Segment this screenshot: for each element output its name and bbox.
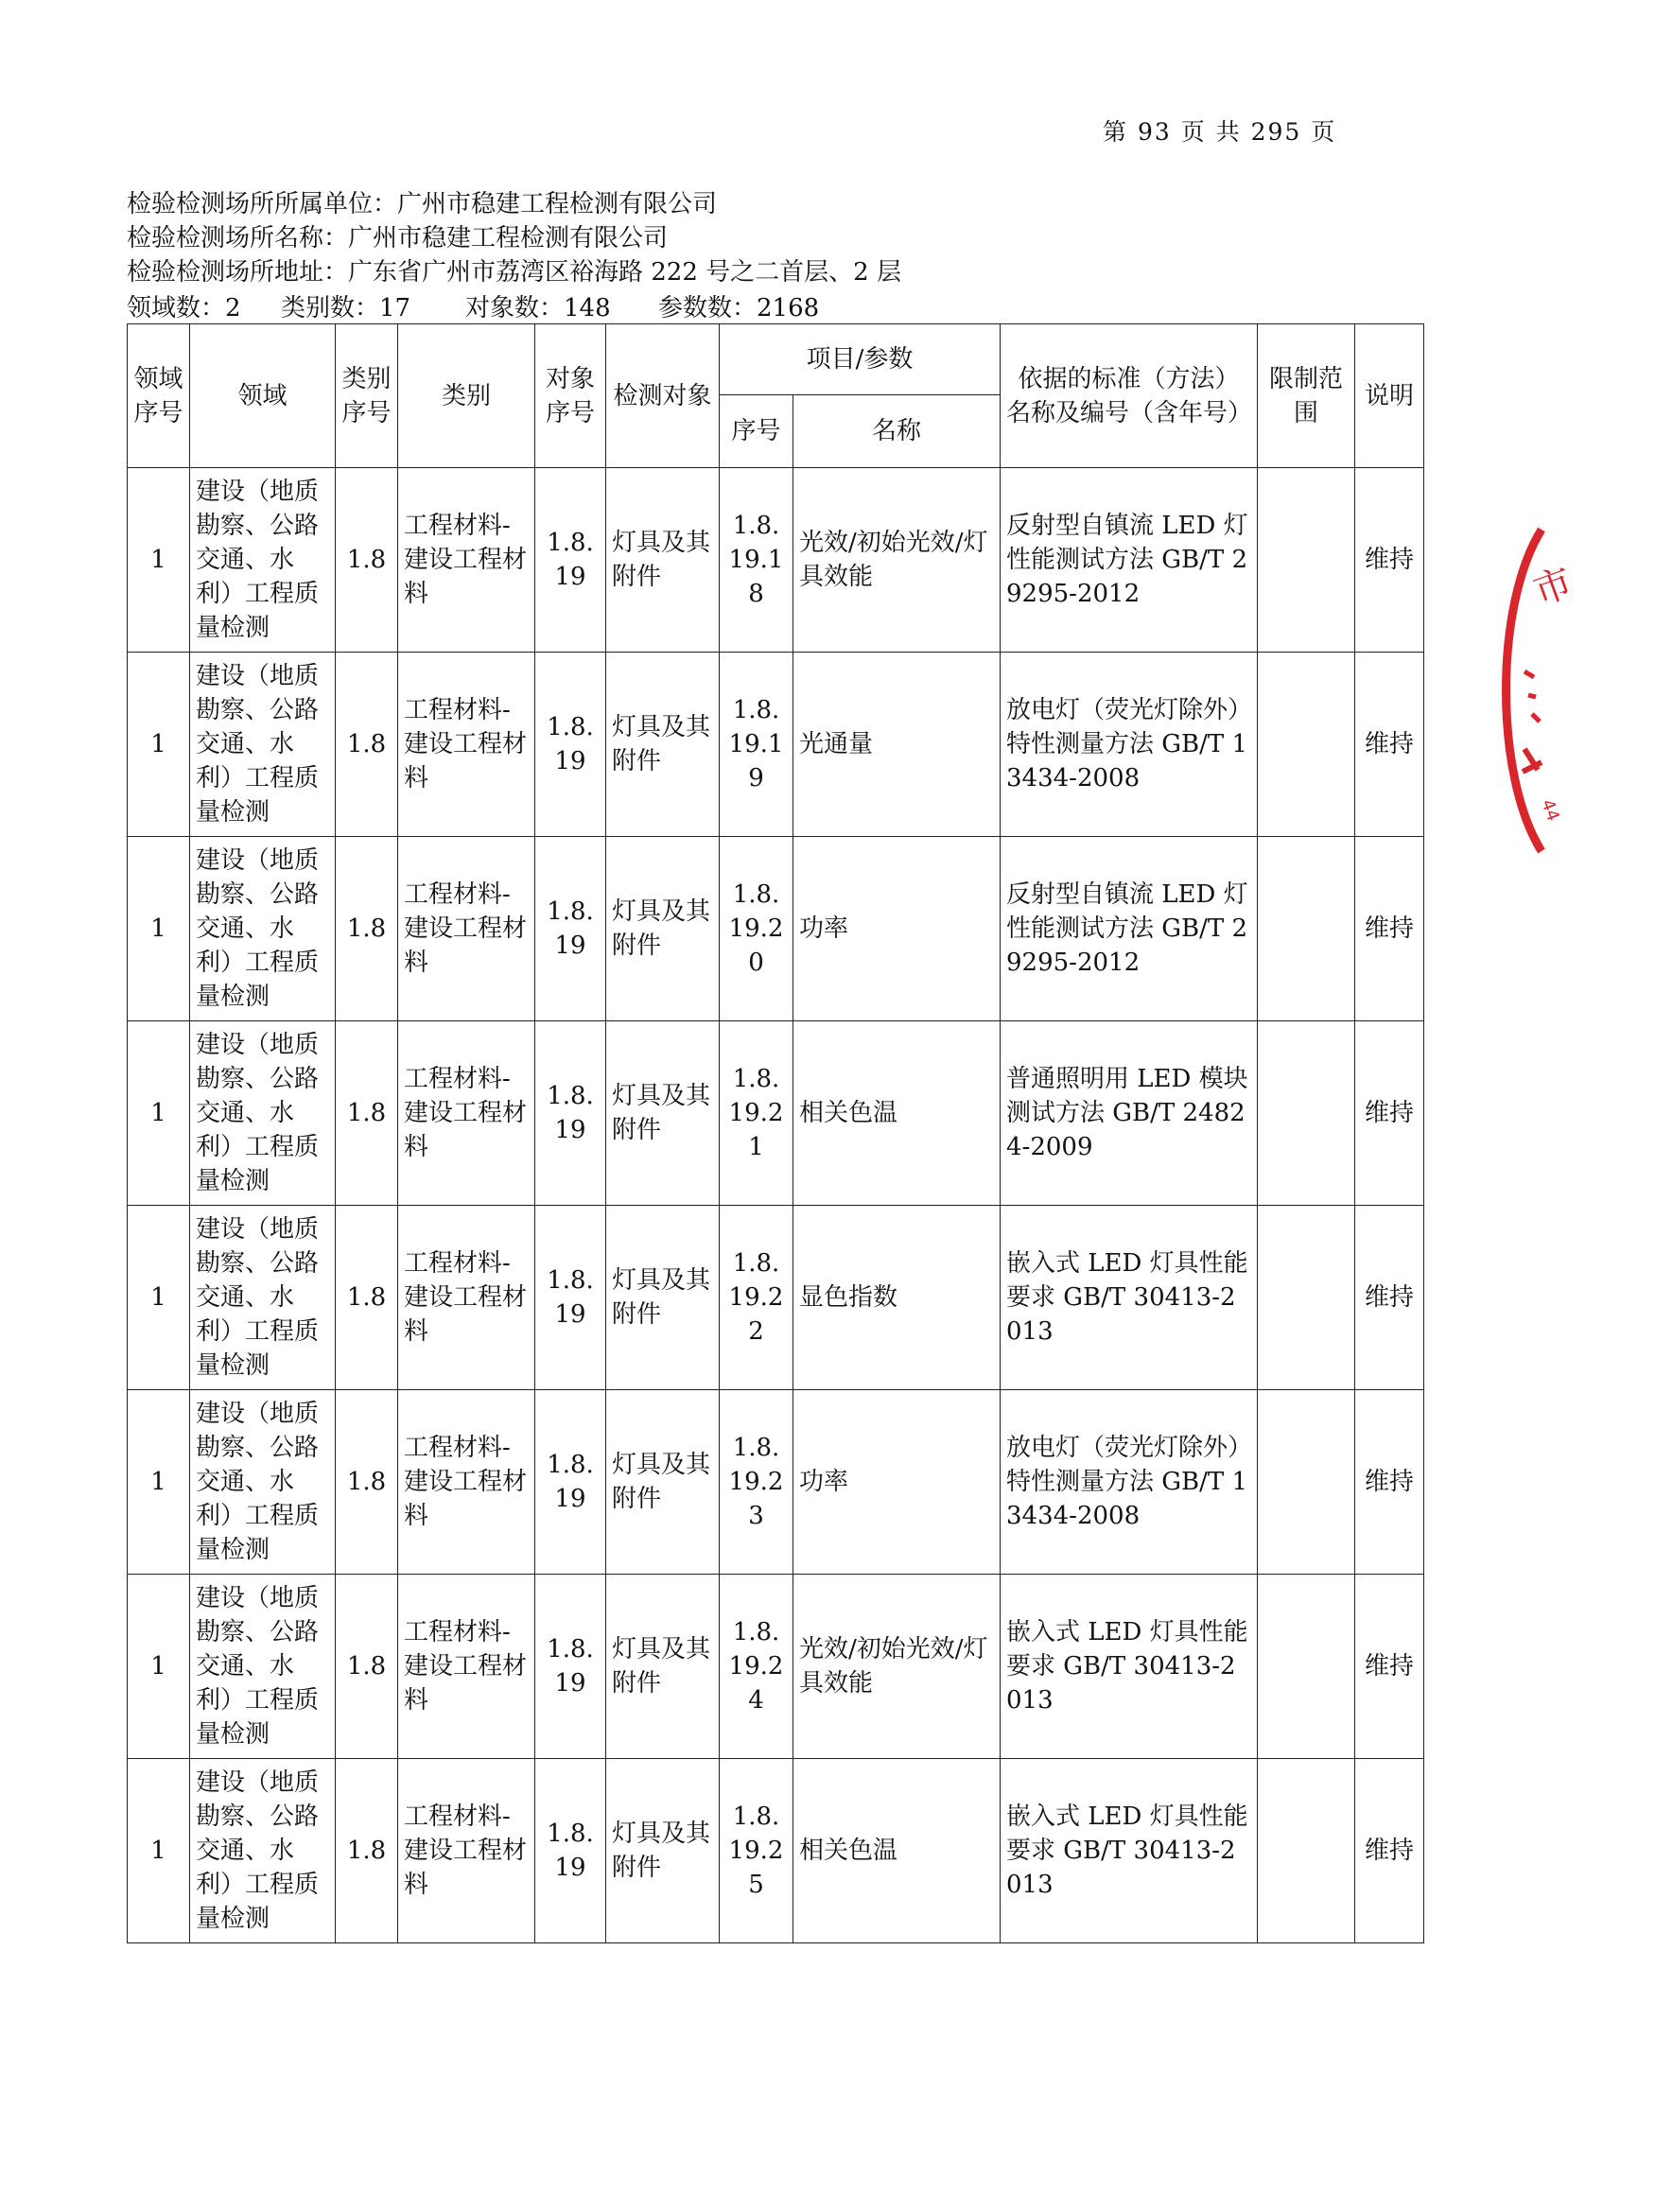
cell-domain-no: 1: [128, 1206, 190, 1390]
cell-category-no: 1.8: [336, 837, 398, 1021]
cell-category-no: 1.8: [336, 1021, 398, 1206]
cell-object: 灯具及其附件: [606, 1021, 720, 1206]
cell-domain: 建设（地质勘察、公路交通、水利）工程质量检测: [190, 837, 336, 1021]
cell-category-no: 1.8: [336, 1575, 398, 1759]
cell-domain: 建设（地质勘察、公路交通、水利）工程质量检测: [190, 1206, 336, 1390]
cell-domain-no: 1: [128, 1759, 190, 1943]
cell-domain-no: 1: [128, 653, 190, 837]
cell-standard: 反射型自镇流 LED 灯性能测试方法 GB/T 29295-2012: [1001, 837, 1258, 1021]
cell-param-name: 光通量: [793, 653, 1001, 837]
header-object-no: 对象序号: [535, 324, 606, 468]
cell-category: 工程材料-建设工程材料: [398, 837, 535, 1021]
cell-standard: 嵌入式 LED 灯具性能要求 GB/T 30413-2013: [1001, 1575, 1258, 1759]
cell-object-no: 1.8.19: [535, 1021, 606, 1206]
cell-object: 灯具及其附件: [606, 1575, 720, 1759]
cell-standard: 反射型自镇流 LED 灯性能测试方法 GB/T 29295-2012: [1001, 468, 1258, 653]
header-param-no: 序号: [720, 395, 793, 468]
cell-category-no: 1.8: [336, 1206, 398, 1390]
cell-limit: [1258, 468, 1355, 653]
cell-note: 维持: [1355, 1206, 1424, 1390]
page-number: 第 93 页 共 295 页: [1103, 118, 1337, 146]
cell-limit: [1258, 653, 1355, 837]
cell-param-no: 1.8.19.20: [720, 837, 793, 1021]
cell-domain-no: 1: [128, 1575, 190, 1759]
cell-domain-no: 1: [128, 1021, 190, 1206]
cell-domain: 建设（地质勘察、公路交通、水利）工程质量检测: [190, 468, 336, 653]
cell-object-no: 1.8.19: [535, 1390, 606, 1575]
header-category-no: 类别序号: [336, 324, 398, 468]
cell-limit: [1258, 1390, 1355, 1575]
cell-limit: [1258, 1206, 1355, 1390]
cell-note: 维持: [1355, 1021, 1424, 1206]
cell-param-name: 功率: [793, 837, 1001, 1021]
cell-note: 维持: [1355, 468, 1424, 653]
cell-object: 灯具及其附件: [606, 1206, 720, 1390]
svg-text:44: 44: [1537, 796, 1563, 825]
scope-table: [127, 323, 1424, 1943]
table-row: [128, 1021, 1424, 1206]
cell-standard: 嵌入式 LED 灯具性能要求 GB/T 30413-2013: [1001, 1759, 1258, 1943]
site-name: 检验检测场所名称：广州市稳建工程检测有限公司: [127, 224, 669, 253]
cell-param-no: 1.8.19.19: [720, 653, 793, 837]
cell-note: 维持: [1355, 1575, 1424, 1759]
seal-text: [1523, 560, 1578, 824]
table-row: [128, 468, 1424, 653]
header-standard: 依据的标准（方法）名称及编号（含年号）: [1001, 324, 1258, 468]
cell-param-name: 功率: [793, 1390, 1001, 1575]
cell-param-no: 1.8.19.22: [720, 1206, 793, 1390]
table-row: [128, 1759, 1424, 1943]
cell-note: 维持: [1355, 653, 1424, 837]
header-domain: 领域: [190, 324, 336, 468]
cell-category-no: 1.8: [336, 1390, 398, 1575]
svg-text:市: 市: [1527, 560, 1579, 615]
header-object: 检测对象: [606, 324, 720, 468]
cell-object-no: 1.8.19: [535, 1575, 606, 1759]
cell-limit: [1258, 1021, 1355, 1206]
object-count: 对象数：148: [465, 294, 611, 322]
cell-object: 灯具及其附件: [606, 837, 720, 1021]
header-item-param: 项目/参数: [720, 324, 1001, 395]
cell-domain: 建设（地质勘察、公路交通、水利）工程质量检测: [190, 1575, 336, 1759]
cell-category: 工程材料-建设工程材料: [398, 1575, 535, 1759]
cell-param-no: 1.8.19.23: [720, 1390, 793, 1575]
cell-note: 维持: [1355, 1759, 1424, 1943]
cell-object: 灯具及其附件: [606, 1759, 720, 1943]
table-row: [128, 653, 1424, 837]
cell-category: 工程材料-建设工程材料: [398, 468, 535, 653]
cell-category-no: 1.8: [336, 1759, 398, 1943]
cell-param-no: 1.8.19.24: [720, 1575, 793, 1759]
header-note: 说明: [1355, 324, 1424, 468]
header-limit: 限制范围: [1258, 324, 1355, 468]
header-param-name: 名称: [793, 395, 1001, 468]
owner-unit: 检验检测场所所属单位：广州市稳建工程检测有限公司: [127, 190, 718, 218]
cell-object-no: 1.8.19: [535, 468, 606, 653]
cell-limit: [1258, 1759, 1355, 1943]
header-category: 类别: [398, 324, 535, 468]
cell-note: 维持: [1355, 1390, 1424, 1575]
cell-standard: 嵌入式 LED 灯具性能要求 GB/T 30413-2013: [1001, 1206, 1258, 1390]
table-row: [128, 1575, 1424, 1759]
table-row: [128, 1390, 1424, 1575]
counts-line: [127, 288, 819, 323]
cell-object-no: 1.8.19: [535, 837, 606, 1021]
cell-param-no: 1.8.19.21: [720, 1021, 793, 1206]
cell-note: 维持: [1355, 837, 1424, 1021]
cell-standard: 放电灯（荧光灯除外）特性测量方法 GB/T 13434-2008: [1001, 653, 1258, 837]
cell-object-no: 1.8.19: [535, 653, 606, 837]
cell-limit: [1258, 837, 1355, 1021]
cell-standard: 普通照明用 LED 模块测试方法 GB/T 24824-2009: [1001, 1021, 1258, 1206]
cell-category-no: 1.8: [336, 468, 398, 653]
param-count: 参数数：2168: [658, 294, 820, 322]
table-row: [128, 1206, 1424, 1390]
cell-domain: 建设（地质勘察、公路交通、水利）工程质量检测: [190, 1021, 336, 1206]
cell-param-name: 相关色温: [793, 1021, 1001, 1206]
cell-object: 灯具及其附件: [606, 468, 720, 653]
cell-param-name: 光效/初始光效/灯具效能: [793, 468, 1001, 653]
cell-param-no: 1.8.19.18: [720, 468, 793, 653]
cell-domain-no: 1: [128, 468, 190, 653]
cell-domain: 建设（地质勘察、公路交通、水利）工程质量检测: [190, 1759, 336, 1943]
cell-object-no: 1.8.19: [535, 1206, 606, 1390]
header-domain-no: 领域序号: [128, 324, 190, 468]
cell-domain-no: 1: [128, 1390, 190, 1575]
red-seal-stamp: [1504, 530, 1655, 851]
cell-param-name: 相关色温: [793, 1759, 1001, 1943]
category-count: 类别数：17: [281, 294, 411, 322]
cell-param-name: 光效/初始光效/灯具效能: [793, 1575, 1001, 1759]
cell-category: 工程材料-建设工程材料: [398, 653, 535, 837]
cell-limit: [1258, 1575, 1355, 1759]
cell-object: 灯具及其附件: [606, 1390, 720, 1575]
cell-param-name: 显色指数: [793, 1206, 1001, 1390]
cell-standard: 放电灯（荧光灯除外）特性测量方法 GB/T 13434-2008: [1001, 1390, 1258, 1575]
cell-domain: 建设（地质勘察、公路交通、水利）工程质量检测: [190, 1390, 336, 1575]
table-row: [128, 837, 1424, 1021]
cell-category: 工程材料-建设工程材料: [398, 1021, 535, 1206]
cell-object: 灯具及其附件: [606, 653, 720, 837]
cell-param-no: 1.8.19.25: [720, 1759, 793, 1943]
cell-object-no: 1.8.19: [535, 1759, 606, 1943]
cell-domain: 建设（地质勘察、公路交通、水利）工程质量检测: [190, 653, 336, 837]
cell-category: 工程材料-建设工程材料: [398, 1390, 535, 1575]
domain-count: 领域数：2: [127, 294, 241, 322]
cell-domain-no: 1: [128, 837, 190, 1021]
cell-category-no: 1.8: [336, 653, 398, 837]
cell-category: 工程材料-建设工程材料: [398, 1759, 535, 1943]
cell-category: 工程材料-建设工程材料: [398, 1206, 535, 1390]
site-address: 检验检测场所地址：广东省广州市荔湾区裕海路 222 号之二首层、2 层: [127, 258, 901, 287]
